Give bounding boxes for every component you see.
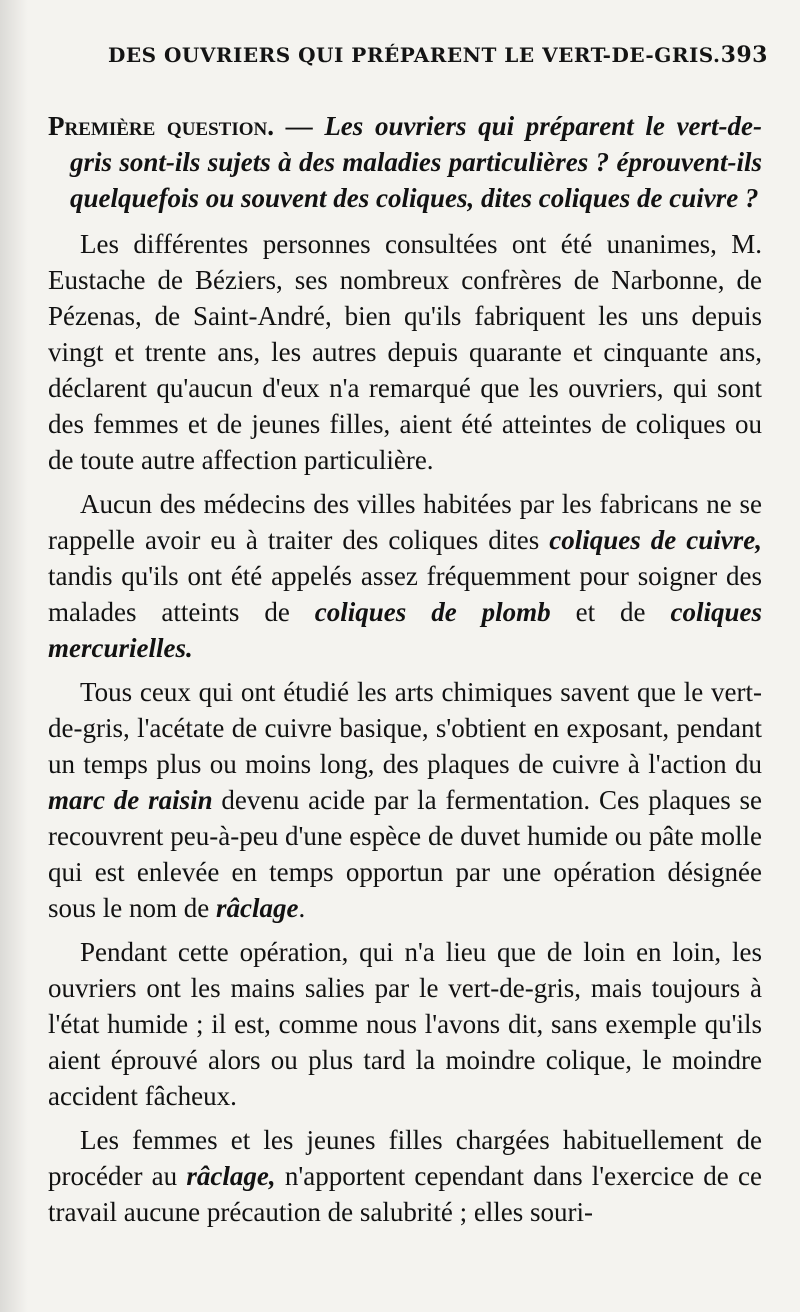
question-text: Les ouvriers qui préparent le vert-de-gris sont-ils sujets à des maladies particulières ? éprouvent-ils quelquefois ou souvent des coliques, dites coliques de cuivre ? (70, 111, 763, 213)
question-label: Première question. (48, 111, 274, 141)
paragraph-5-segment-1: Les femmes et les jeunes filles chargées habituellement de procéder au (48, 1125, 762, 1191)
paragraph-2-emphasis-1: coliques de cuivre, (549, 525, 762, 555)
paragraph-3-emphasis-2: râclage (216, 893, 299, 923)
paragraph-3-emphasis-1: marc de raisin (48, 785, 213, 815)
paragraph-3-segment-1: Tous ceux qui ont étudié les arts chimiques savent que le vert-de-gris, l'acétate de cuivre basique, s'obtient en exposant, pendant un temps plus ou moins long, des plaques de cuivre à l'action du (48, 677, 762, 779)
running-head (108, 38, 768, 72)
paragraph-5 (48, 1122, 762, 1230)
page-number: 393 (720, 42, 768, 68)
paragraph-2-emphasis-2: coliques de plomb (314, 597, 551, 627)
paragraph-3 (48, 674, 762, 926)
body-text (48, 108, 762, 1238)
paragraph-3-segment-5: . (298, 893, 306, 923)
paragraph-5-segment-3: n'apportent cependant dans l'exercice de ce travail aucune précaution de salubrité ; elles souri- (48, 1161, 762, 1227)
paragraph-2-segment-3: tandis qu'ils ont été appelés assez fréquemment pour soigner des malades atteints de (48, 561, 762, 627)
paragraph-2-segment-5: et de (550, 597, 671, 627)
paragraph-4-segment-1: Pendant cette opération, qui n'a lieu que de loin en loin, les ouvriers ont les mains salies par le vert-de-gris, mais toujours à l'état humide ; il est, comme nous l'avons dit, sans exemple qu'ils aient éprouvé alors ou plus tard la moindre colique, le moindre accident fâcheux. (48, 937, 762, 1111)
question-heading (48, 108, 762, 216)
paragraph-4 (48, 934, 762, 1114)
paragraph-1 (48, 226, 762, 478)
running-head-title: DES OUVRIERS QUI PRÉPARENT LE VERT-DE-GRIS. (108, 43, 721, 67)
paragraph-5-emphasis-1: râclage, (186, 1161, 276, 1191)
paragraph-2-emphasis-3: coliques mercurielles. (48, 597, 762, 663)
paragraph-2-segment-1: Aucun des médecins des villes habitées par les fabricans ne se rappelle avoir eu à traiter des coliques dites (48, 489, 762, 555)
paragraph-1-segment-1: Les différentes personnes consultées ont été unanimes, M. Eustache de Béziers, ses nombreux confrères de Narbonne, de Pézenas, de Saint-André, bien qu'ils fabriquent les uns depuis vingt et trente ans, les autres depuis quarante et cinquante ans, déclarent qu'aucun d'eux n'a remarqué que les ouvriers, qui sont des femmes et de jeunes filles, aient été atteintes de coliques ou de toute autre affection particulière. (48, 229, 762, 475)
question-dash: — (274, 111, 325, 141)
paragraph-2 (48, 486, 762, 666)
paragraph-3-segment-3: devenu acide par la fermentation. Ces plaques se recouvrent peu-à-peu d'une espèce de duvet humide ou pâte molle qui est enlevée en temps opportun par une opération désignée sous le nom de (48, 785, 762, 923)
